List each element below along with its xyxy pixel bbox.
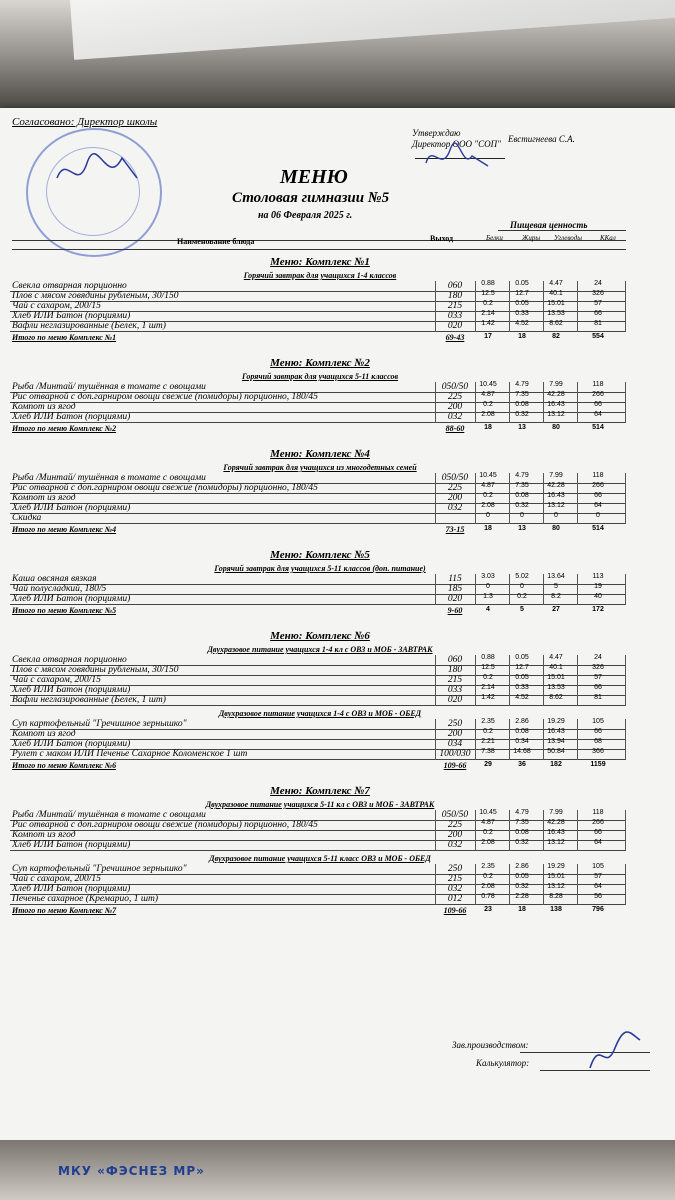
protein-value: 2.08 — [481, 839, 495, 846]
carbs-value: 19.29 — [547, 863, 565, 870]
dish-output: 200 — [447, 729, 463, 739]
header-kcal: ККал — [600, 234, 616, 242]
protein-value: 4.87 — [481, 482, 495, 489]
dish-name: Рулет с маком ИЛИ Печенье Сахарное Коломенское 1 шт — [12, 749, 248, 759]
dish-output: 032 — [447, 503, 463, 513]
carbs-value: 16.43 — [547, 728, 565, 735]
protein-value: 2.14 — [481, 310, 495, 317]
carbs-value: 8.2 — [551, 593, 561, 600]
fat-value: 12.7 — [515, 664, 529, 671]
total-row — [10, 906, 626, 916]
kcal-value: 81 — [594, 694, 602, 701]
carbs-value: 13.12 — [547, 411, 565, 418]
group-subtitle: Горячий завтрак для учащихся 5-11 классов — [241, 372, 399, 381]
group-subtitle: Горячий завтрак для учащихся 1-4 классов — [243, 271, 397, 280]
total-fat: 13 — [518, 525, 526, 532]
dish-name: Рыба /Минтай/ тушённая в томате с овощами — [12, 810, 206, 820]
dish-output: 050/50 — [441, 382, 469, 392]
total-label: Итого по меню Комплекс №5 — [12, 606, 117, 615]
dish-name: Рыба /Минтай/ тушённая в томате с овощами — [12, 382, 206, 392]
total-carbs: 82 — [552, 333, 560, 340]
dish-output: 250 — [447, 719, 463, 729]
kcal-value: 57 — [594, 300, 602, 307]
protein-value: 0 — [486, 583, 490, 590]
header-fat: Жиры — [522, 234, 541, 242]
total-price: 109-66 — [443, 761, 467, 770]
kcal-value: 326 — [592, 290, 604, 297]
total-kcal: 796 — [592, 906, 604, 913]
kcal-value: 57 — [594, 873, 602, 880]
footer-label: МКУ «ФЭСНЕЗ МР» — [58, 1164, 205, 1178]
dish-output: 250 — [447, 864, 463, 874]
dish-output: 180 — [447, 665, 463, 675]
fat-value: 0 — [520, 512, 524, 519]
dish-output: 060 — [447, 281, 463, 291]
dish-name: Рыба /Минтай/ тушённая в томате с овощами — [12, 473, 206, 483]
total-label: Итого по меню Комплекс №4 — [12, 525, 117, 534]
kcal-value: 19 — [594, 583, 602, 590]
total-protein: 18 — [484, 525, 492, 532]
header-output: Выход — [430, 234, 454, 243]
total-protein: 23 — [484, 906, 492, 913]
dish-name: Печенье сахарное (Кремарио, 1 шт) — [12, 894, 159, 904]
fat-value: 0.05 — [515, 300, 529, 307]
total-kcal: 1159 — [590, 761, 606, 768]
total-label: Итого по меню Комплекс №2 — [12, 424, 117, 433]
fat-value: 12.7 — [515, 290, 529, 297]
protein-value: 12.5 — [481, 290, 495, 297]
dish-name: Компот из ягод — [12, 830, 76, 840]
table-row — [10, 413, 626, 423]
total-protein: 4 — [486, 606, 490, 613]
kcal-value: 266 — [592, 391, 604, 398]
dish-name: Вафли неглазированные (Белек, 1 шт) — [12, 695, 166, 705]
dish-name: Свекла отварная порционно — [12, 281, 127, 291]
carbs-value: 40.1 — [549, 290, 563, 297]
total-protein: 18 — [484, 424, 492, 431]
fat-value: 4.79 — [515, 472, 529, 479]
dish-output: 034 — [447, 739, 463, 749]
fat-value: 7.35 — [515, 819, 529, 826]
protein-value: 12.5 — [481, 664, 495, 671]
fat-value: 14.68 — [513, 748, 531, 755]
section-title: Меню: Комплекс №4 — [270, 448, 370, 460]
dish-name: Хлеб ИЛИ Батон (порциями) — [12, 685, 131, 695]
fat-value: 4.52 — [515, 694, 529, 701]
carbs-value: 8.62 — [549, 320, 563, 327]
protein-value: 0.2 — [483, 401, 493, 408]
carbs-value: 0 — [554, 512, 558, 519]
header-name: Наименование блюда — [177, 237, 255, 246]
table-row — [10, 750, 626, 760]
fat-value: 0 — [520, 583, 524, 590]
kcal-value: 81 — [594, 320, 602, 327]
carbs-value: 8.62 — [549, 694, 563, 701]
fat-value: 0.08 — [515, 401, 529, 408]
kcal-value: 66 — [594, 728, 602, 735]
table-row — [10, 322, 626, 332]
carbs-value: 13.12 — [547, 883, 565, 890]
protein-value: 0.88 — [481, 654, 495, 661]
protein-value: 7.38 — [481, 748, 495, 755]
menu-content — [0, 108, 675, 1148]
kcal-value: 66 — [594, 492, 602, 499]
header-nutrition: Пищевая ценность — [510, 220, 588, 230]
dish-output: 200 — [447, 493, 463, 503]
kcal-value: 56 — [594, 893, 602, 900]
protein-value: 2.21 — [481, 738, 495, 745]
approved-line2: Директор ООО "СОП" — [412, 139, 501, 149]
fat-value: 0.05 — [515, 654, 529, 661]
fat-value: 0.08 — [515, 829, 529, 836]
total-price: 88-60 — [445, 424, 465, 433]
page-subtitle: Столовая гимназии №5 — [232, 190, 390, 206]
dish-output: 020 — [447, 321, 463, 331]
total-row — [10, 424, 626, 434]
header-carbs: Углеводы — [554, 234, 582, 242]
dish-name: Вафли неглазированные (Белек, 1 шт) — [12, 321, 166, 331]
carbs-value: 50.84 — [547, 748, 565, 755]
carbs-value: 16.43 — [547, 829, 565, 836]
total-label: Итого по меню Комплекс №6 — [12, 761, 117, 770]
group-subtitle: Двухразовое питание учащихся 5-11 кл с ОВЗ и МОБ - ЗАВТРАК — [205, 800, 435, 809]
dish-name: Суп картофельный "Гречишное зернышко" — [12, 864, 187, 874]
fat-value: 0.05 — [515, 674, 529, 681]
calculator-label: Калькулятор: — [476, 1058, 530, 1068]
dish-name: Свекла отварная порционно — [12, 655, 127, 665]
total-fat: 18 — [518, 333, 526, 340]
protein-value: 0.2 — [483, 492, 493, 499]
calculator-signature-icon — [580, 1028, 650, 1078]
table-row — [10, 895, 626, 905]
protein-value: 2.35 — [481, 863, 495, 870]
dish-name: Компот из ягод — [12, 729, 76, 739]
dish-name: Чай с сахаром, 200/15 — [12, 301, 101, 311]
fat-value: 0.33 — [515, 310, 529, 317]
protein-value: 0.2 — [483, 300, 493, 307]
dish-output: 020 — [447, 594, 463, 604]
protein-value: 0.2 — [483, 674, 493, 681]
carbs-value: 7.99 — [549, 472, 563, 479]
dish-output: 032 — [447, 840, 463, 850]
carbs-value: 7.99 — [549, 809, 563, 816]
carbs-value: 40.1 — [549, 664, 563, 671]
kcal-value: 24 — [594, 280, 602, 287]
total-price: 69-43 — [445, 333, 465, 342]
protein-value: 2.08 — [481, 502, 495, 509]
kcal-value: 64 — [594, 883, 602, 890]
total-fat: 13 — [518, 424, 526, 431]
total-fat: 18 — [518, 906, 526, 913]
protein-value: 1.42 — [481, 320, 495, 327]
dish-name: Хлеб ИЛИ Батон (порциями) — [12, 412, 131, 422]
dish-output: 225 — [447, 820, 463, 830]
dish-output: 060 — [447, 655, 463, 665]
menu-sheet — [0, 108, 675, 1148]
total-fat: 36 — [518, 761, 526, 768]
total-price: 73-15 — [445, 525, 465, 534]
page-title: МЕНЮ — [280, 166, 348, 188]
table-row — [10, 514, 626, 524]
carbs-value: 16.43 — [547, 401, 565, 408]
section-title: Меню: Комплекс №7 — [270, 785, 370, 797]
fat-value: 0.32 — [515, 839, 529, 846]
agreed-label: Согласовано: Директор школы — [12, 116, 158, 128]
total-carbs: 182 — [550, 761, 562, 768]
fat-value: 5.02 — [515, 573, 529, 580]
dish-name: Хлеб ИЛИ Батон (порциями) — [12, 503, 131, 513]
dish-name: Суп картофельный "Гречишное зернышко" — [12, 719, 187, 729]
dish-output: 215 — [447, 874, 463, 884]
total-price: 109-66 — [443, 906, 467, 915]
fat-value: 0.08 — [515, 492, 529, 499]
dish-name: Хлеб ИЛИ Батон (порциями) — [12, 884, 131, 894]
kcal-value: 68 — [594, 738, 602, 745]
dish-output: 032 — [447, 412, 463, 422]
fat-value: 4.52 — [515, 320, 529, 327]
fat-value: 0.08 — [515, 728, 529, 735]
total-protein: 29 — [484, 761, 492, 768]
carbs-value: 13.53 — [547, 684, 565, 691]
carbs-value: 8.28 — [549, 893, 563, 900]
dish-output: 225 — [447, 392, 463, 402]
dish-name: Хлеб ИЛИ Батон (порциями) — [12, 739, 131, 749]
total-label: Итого по меню Комплекс №1 — [12, 333, 117, 342]
kcal-value: 105 — [592, 863, 604, 870]
fat-value: 0.32 — [515, 883, 529, 890]
protein-value: 3.03 — [481, 573, 495, 580]
protein-value: 0.2 — [483, 873, 493, 880]
carbs-value: 13.64 — [547, 573, 565, 580]
dish-name: Компот из ягод — [12, 402, 76, 412]
kcal-value: 105 — [592, 718, 604, 725]
dish-name: Чай полусладкий, 180/5 — [12, 584, 107, 594]
total-row — [10, 761, 626, 771]
dish-name: Каша овсяная вязкая — [12, 574, 97, 584]
dish-name: Рис отварной с доп.гарниром овощи свежие (помидоры) порционно, 180/45 — [12, 483, 318, 493]
protein-value: 0.88 — [481, 280, 495, 287]
fat-value: 0.32 — [515, 502, 529, 509]
fat-value: 0.2 — [517, 593, 527, 600]
protein-value: 2.14 — [481, 684, 495, 691]
total-carbs: 80 — [552, 525, 560, 532]
kcal-value: 66 — [594, 310, 602, 317]
dish-output: 100/030 — [439, 749, 471, 759]
dish-output: 032 — [447, 884, 463, 894]
kcal-value: 64 — [594, 502, 602, 509]
fat-value: 2.86 — [515, 863, 529, 870]
dish-name: Рис отварной с доп.гарниром овощи свежие (помидоры) порционно, 180/45 — [12, 820, 318, 830]
approved-name: Евстигнеева С.А. — [508, 134, 575, 144]
kcal-value: 64 — [594, 839, 602, 846]
dish-name: Хлеб ИЛИ Батон (порциями) — [12, 840, 131, 850]
fat-value: 7.35 — [515, 482, 529, 489]
protein-value: 0.2 — [483, 728, 493, 735]
fat-value: 0.05 — [515, 873, 529, 880]
carbs-value: 42.28 — [547, 391, 565, 398]
dish-output: 050/50 — [441, 473, 469, 483]
section-title: Меню: Комплекс №1 — [270, 256, 370, 268]
carbs-value: 19.29 — [547, 718, 565, 725]
fat-value: 4.79 — [515, 809, 529, 816]
total-kcal: 514 — [592, 424, 604, 431]
protein-value: 2.35 — [481, 718, 495, 725]
dish-name: Хлеб ИЛИ Батон (порциями) — [12, 311, 131, 321]
dish-name: Плов с мясом говядины рубленым, 30/150 — [12, 665, 179, 675]
section-title: Меню: Комплекс №2 — [270, 357, 370, 369]
total-carbs: 138 — [550, 906, 562, 913]
carbs-value: 15.01 — [547, 300, 565, 307]
dish-output: 033 — [447, 685, 463, 695]
group-subtitle: Горячий завтрак для учащихся 5-11 классов (доп. питание) — [214, 564, 426, 573]
kcal-value: 266 — [592, 819, 604, 826]
production-head-label: Зав.производством: — [452, 1040, 529, 1050]
carbs-value: 4.47 — [549, 654, 563, 661]
kcal-value: 66 — [594, 684, 602, 691]
total-kcal: 514 — [592, 525, 604, 532]
kcal-value: 66 — [594, 401, 602, 408]
kcal-value: 40 — [594, 593, 602, 600]
table-row — [10, 841, 626, 851]
kcal-value: 113 — [592, 573, 604, 580]
dish-output: 215 — [447, 675, 463, 685]
kcal-value: 266 — [592, 482, 604, 489]
kcal-value: 118 — [592, 472, 604, 479]
kcal-value: 66 — [594, 829, 602, 836]
kcal-value: 57 — [594, 674, 602, 681]
fat-value: 4.79 — [515, 381, 529, 388]
dish-name: Рис отварной с доп.гарниром овощи свежие (помидоры) порционно, 180/45 — [12, 392, 318, 402]
kcal-value: 118 — [592, 381, 604, 388]
protein-value: 10.45 — [479, 809, 497, 816]
dish-output: 180 — [447, 291, 463, 301]
table-row — [10, 595, 626, 605]
total-price: 9-60 — [447, 606, 463, 615]
dish-output: 185 — [447, 584, 463, 594]
carbs-value: 13.53 — [547, 310, 565, 317]
carbs-value: 42.28 — [547, 482, 565, 489]
fat-value: 0.32 — [515, 411, 529, 418]
carbs-value: 16.43 — [547, 492, 565, 499]
approved-line1: Утверждаю — [412, 128, 461, 138]
carbs-value: 13.12 — [547, 502, 565, 509]
carbs-value: 4.47 — [549, 280, 563, 287]
kcal-value: 64 — [594, 411, 602, 418]
fat-value: 2.86 — [515, 718, 529, 725]
protein-value: 2.08 — [481, 883, 495, 890]
dish-output: 050/50 — [441, 810, 469, 820]
total-row — [10, 333, 626, 343]
carbs-value: 5 — [554, 583, 558, 590]
total-label: Итого по меню Комплекс №7 — [12, 906, 117, 915]
fat-value: 2.28 — [515, 893, 529, 900]
total-fat: 5 — [520, 606, 524, 613]
dish-name: Хлеб ИЛИ Батон (порциями) — [12, 594, 131, 604]
carbs-value: 13.12 — [547, 839, 565, 846]
dish-output: 225 — [447, 483, 463, 493]
total-carbs: 27 — [552, 606, 560, 613]
fat-value: 0.34 — [515, 738, 529, 745]
total-protein: 17 — [484, 333, 492, 340]
dish-output: 200 — [447, 402, 463, 412]
total-row — [10, 606, 626, 616]
group-subtitle: Двухразовое питание учащихся 1-4 с ОВЗ и МОБ - ОБЕД — [218, 709, 422, 718]
section-title: Меню: Комплекс №5 — [270, 549, 370, 561]
fat-value: 0.05 — [515, 280, 529, 287]
protein-value: 4.87 — [481, 391, 495, 398]
total-row — [10, 525, 626, 535]
protein-value: 2.08 — [481, 411, 495, 418]
dish-name: Плов с мясом говядины рубленым, 30/150 — [12, 291, 179, 301]
carbs-value: 15.01 — [547, 674, 565, 681]
protein-value: 1.3 — [483, 593, 493, 600]
dish-name: Скидка — [12, 513, 42, 523]
header-protein: Белки — [486, 234, 503, 242]
approver-signature-icon — [422, 138, 492, 178]
menu-date: на 06 Февраля 2025 г. — [258, 210, 353, 221]
kcal-value: 366 — [592, 748, 604, 755]
dish-name: Чай с сахаром, 200/15 — [12, 675, 101, 685]
dish-output: 115 — [448, 574, 462, 584]
dish-output: 215 — [447, 301, 463, 311]
protein-value: 4.87 — [481, 819, 495, 826]
kcal-value: 24 — [594, 654, 602, 661]
protein-value: 0.78 — [481, 893, 495, 900]
dish-output: 200 — [447, 830, 463, 840]
section-title: Меню: Комплекс №6 — [270, 630, 370, 642]
carbs-value: 13.94 — [547, 738, 565, 745]
group-subtitle: Горячий завтрак для учащихся из многодетных семей — [223, 463, 417, 472]
carbs-value: 7.99 — [549, 381, 563, 388]
protein-value: 1.42 — [481, 694, 495, 701]
dish-output: 020 — [447, 695, 463, 705]
protein-value: 10.45 — [479, 381, 497, 388]
table-header — [12, 220, 626, 250]
group-subtitle: Двухразовое питание учащихся 1-4 кл с ОВЗ и МОБ - ЗАВТРАК — [207, 645, 433, 654]
total-kcal: 554 — [592, 333, 604, 340]
dish-name: Компот из ягод — [12, 493, 76, 503]
carbs-value: 42.28 — [547, 819, 565, 826]
protein-value: 0.2 — [483, 829, 493, 836]
table-row — [10, 696, 626, 706]
dish-output: 033 — [447, 311, 463, 321]
director-signature-icon — [52, 148, 142, 198]
protein-value: 0 — [486, 512, 490, 519]
carbs-value: 15.01 — [547, 873, 565, 880]
total-carbs: 80 — [552, 424, 560, 431]
fat-value: 0.33 — [515, 684, 529, 691]
dish-output: 012 — [447, 894, 463, 904]
protein-value: 10.45 — [479, 472, 497, 479]
total-kcal: 172 — [592, 606, 604, 613]
group-subtitle: Двухразовое питание учащихся 5-11 класс ОВЗ и МОБ - ОБЕД — [209, 854, 431, 863]
fat-value: 7.35 — [515, 391, 529, 398]
kcal-value: 0 — [596, 512, 600, 519]
kcal-value: 326 — [592, 664, 604, 671]
dish-name: Чай с сахаром, 200/15 — [12, 874, 101, 884]
kcal-value: 118 — [592, 809, 604, 816]
